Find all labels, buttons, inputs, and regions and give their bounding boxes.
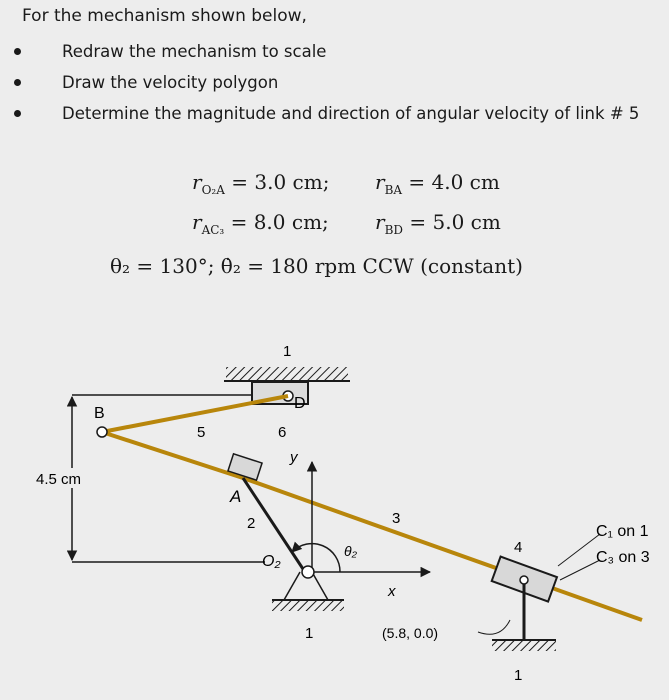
r-bd-subscript: BD xyxy=(384,223,404,237)
r-ba-symbol: r xyxy=(375,170,385,194)
r-bd-symbol: r xyxy=(375,210,385,234)
label-c3-on-3: C₃ on 3 xyxy=(596,549,650,566)
pin-b xyxy=(97,427,107,437)
link-3 xyxy=(243,478,642,620)
link-ba xyxy=(102,432,243,478)
theta-line: θ₂ = 130°; θ̇₂ = 180 rpm CCW (constant) xyxy=(110,254,523,278)
task-text: Draw the velocity polygon xyxy=(62,73,279,92)
ground-bottom-label: 1 xyxy=(305,625,314,642)
label-c1-on-1: C₁ on 1 xyxy=(596,523,649,540)
pin-o2 xyxy=(302,566,314,578)
r-o2a-value: = 3.0 cm; xyxy=(231,170,330,194)
ground-top-label: 1 xyxy=(283,343,292,360)
ground-top-hatch xyxy=(226,367,348,380)
label-link-3: 3 xyxy=(392,510,401,527)
dimension-label: 4.5 cm xyxy=(36,471,82,488)
ground-o2-hatch xyxy=(272,601,344,611)
label-link-2: 2 xyxy=(247,515,256,532)
label-theta2: θ₂ xyxy=(344,543,357,559)
label-link-6: 6 xyxy=(278,424,287,441)
o2-support-right xyxy=(312,572,328,600)
o2-support-left xyxy=(284,572,300,600)
task-text: Determine the magnitude and direction of angular velocity of link # 5 xyxy=(62,104,640,123)
r-ac3-subscript: AC₃ xyxy=(201,223,225,237)
coord-label: (5.8, 0.0) xyxy=(382,625,439,641)
r-o2a-subscript: O₂A xyxy=(201,183,225,197)
label-link-4: 4 xyxy=(514,539,523,556)
r-ac3-value: = 8.0 cm; xyxy=(230,210,329,234)
r-o2a-symbol: r xyxy=(192,170,202,194)
label-x: x xyxy=(388,583,396,600)
r-ba-subscript: BA xyxy=(384,183,403,197)
problem-intro: For the mechanism shown below, xyxy=(22,6,307,26)
ground-right-label: 1 xyxy=(514,667,523,684)
c3-leader xyxy=(560,560,600,580)
label-a: A xyxy=(230,487,242,506)
label-d: D xyxy=(294,395,306,412)
r-ba-value: = 4.0 cm xyxy=(408,170,500,194)
label-link-5: 5 xyxy=(197,424,206,441)
label-o2: O₂ xyxy=(262,553,281,570)
link-5 xyxy=(102,396,288,432)
ground-right-hatch xyxy=(492,641,556,651)
c1-leader xyxy=(558,534,600,566)
coord-leader xyxy=(478,620,510,634)
label-b: B xyxy=(94,405,105,422)
task-text: Redraw the mechanism to scale xyxy=(62,42,327,61)
pin-c xyxy=(520,576,528,584)
r-ac3-symbol: r xyxy=(192,210,202,234)
label-y: y xyxy=(290,449,298,466)
r-bd-value: = 5.0 cm xyxy=(409,210,501,234)
theta2-arc xyxy=(292,544,340,572)
